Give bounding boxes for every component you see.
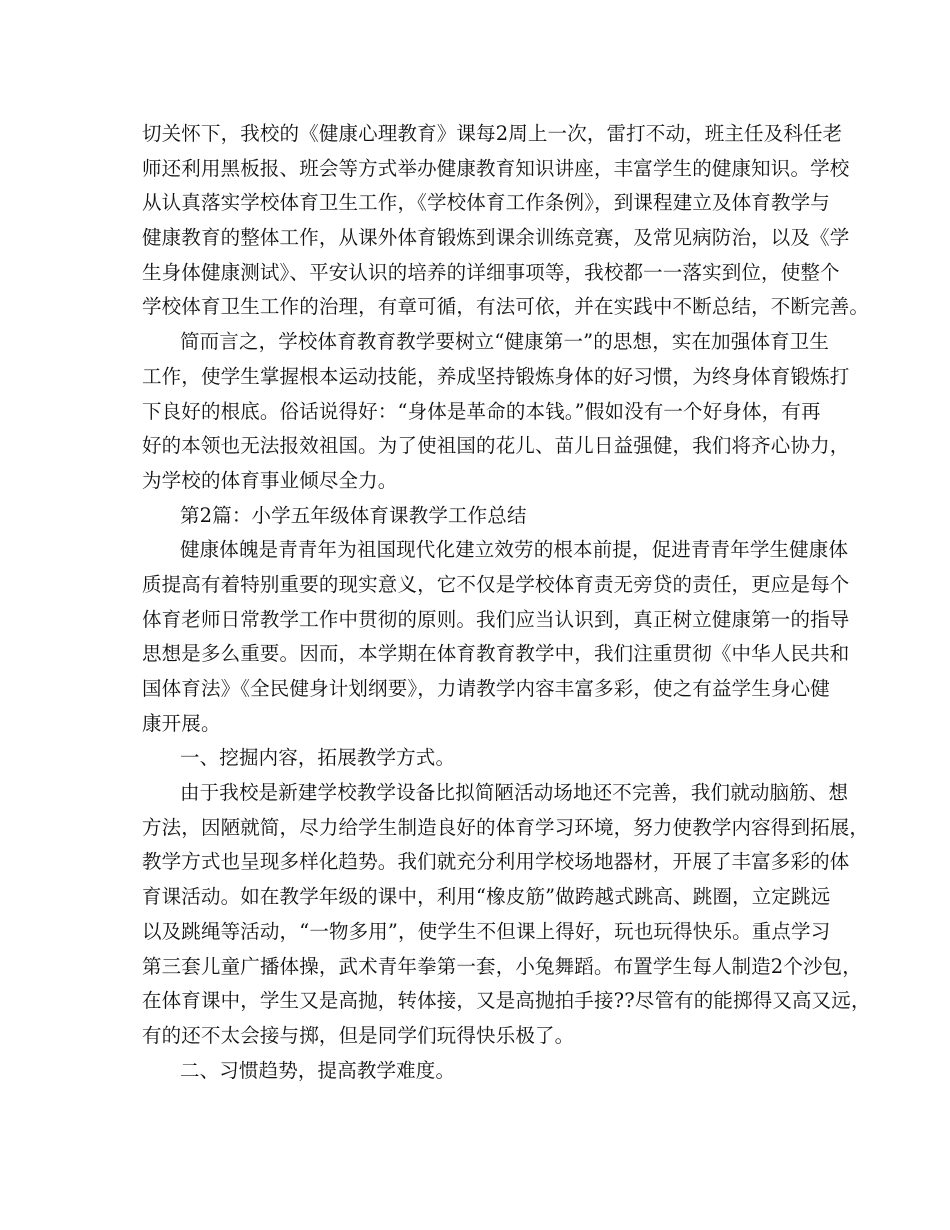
text-line: 康开展。 [142,711,221,735]
text-line: 下良好的根底。俗话说得好：“身体是革命的本钱。”假如没有一个好身体，有再 [142,399,821,423]
text-line: 第三套儿童广播体操，武术青年拳第一套，小兔舞蹈。布置学生每人制造2个沙包， [142,954,862,978]
text-line: 思想是多么重要。因而，本学期在体育教育教学中，我们注重贯彻《中华人民共和 [142,642,850,666]
text-line: 一、挖掘内容，拓展教学方式。 [180,746,456,770]
text-line: 二、习惯趋势，提高教学难度。 [180,1058,456,1082]
text-line: 生身体健康测试》、平安认识的培养的详细事项等，我校都一一落实到位，使整个 [142,260,840,284]
text-line: 为学校的体育事业倾尽全力。 [142,468,398,492]
text-line: 有的还不太会接与掷，但是同学们玩得快乐极了。 [142,1023,575,1047]
text-line: 教学方式也呈现多样化趋势。我们就充分利用学校场地器材，开展了丰富多彩的体 [142,850,850,874]
text-line: 第2篇：小学五年级体育课教学工作总结 [180,503,527,527]
text-line: 国体育法》《全民健身计划纲要》，力请教学内容丰富多彩，使之有益学生身心健 [142,677,830,700]
text-line: 以及跳绳等活动，“一物多用”，使学生不但课上得好，玩也玩得快乐。重点学习 [142,919,831,943]
text-line: 好的本领也无法报效祖国。为了使祖国的花儿、苗儿日益强健，我们将齐心协力， [142,434,850,458]
text-line: 切关怀下，我校的《健康心理教育》课每2周上一次，雷打不动，班主任及科任老 [142,122,843,145]
text-line: 健康体魄是青青年为祖国现代化建立效劳的根本前提，促进青青年学生健康体 [180,538,849,562]
text-line: 健康教育的整体工作，从课外体育锻炼到课余训练竞赛，及常见病防治，以及《学 [142,226,850,250]
text-line: 育课活动。如在教学年级的课中，利用“橡皮筋”做跨越式跳高、跳圈，立定跳远 [142,885,831,909]
text-line: 由于我校是新建学校教学设备比拟简陋活动场地还不完善，我们就动脑筋、想 [180,781,849,805]
text-line: 方法，因陋就简，尽力给学生制造良好的体育学习环境，努力使教学内容得到拓展， [142,815,870,839]
text-line: 在体育课中，学生又是高抛，转体接，又是高抛拍手接??尽管有的能掷得又高又远， [142,989,871,1013]
text-line: 从认真落实学校体育卫生工作，《学校体育工作条例》，到课程建立及体育教学与 [142,191,830,215]
text-line: 师还利用黑板报、班会等方式举办健康教育知识讲座，丰富学生的健康知识。学校 [142,156,850,180]
text-line: 学校体育卫生工作的治理，有章可循，有法可依，并在实践中不断总结，不断完善。 [142,295,870,319]
text-line: 质提高有着特别重要的现实意义，它不仅是学校体育责无旁贷的责任，更应是每个 [142,572,850,596]
text-line: 简而言之，学校体育教育教学要树立“健康第一”的思想，实在加强体育卫生 [180,330,830,354]
text-line: 工作，使学生掌握根本运动技能，养成坚持锻炼身体的好习惯，为终身体育锻炼打 [142,364,850,388]
text-line: 体育老师日常教学工作中贯彻的原则。我们应当认识到，真正树立健康第一的指导 [142,607,850,631]
document-body [142,118,871,1089]
